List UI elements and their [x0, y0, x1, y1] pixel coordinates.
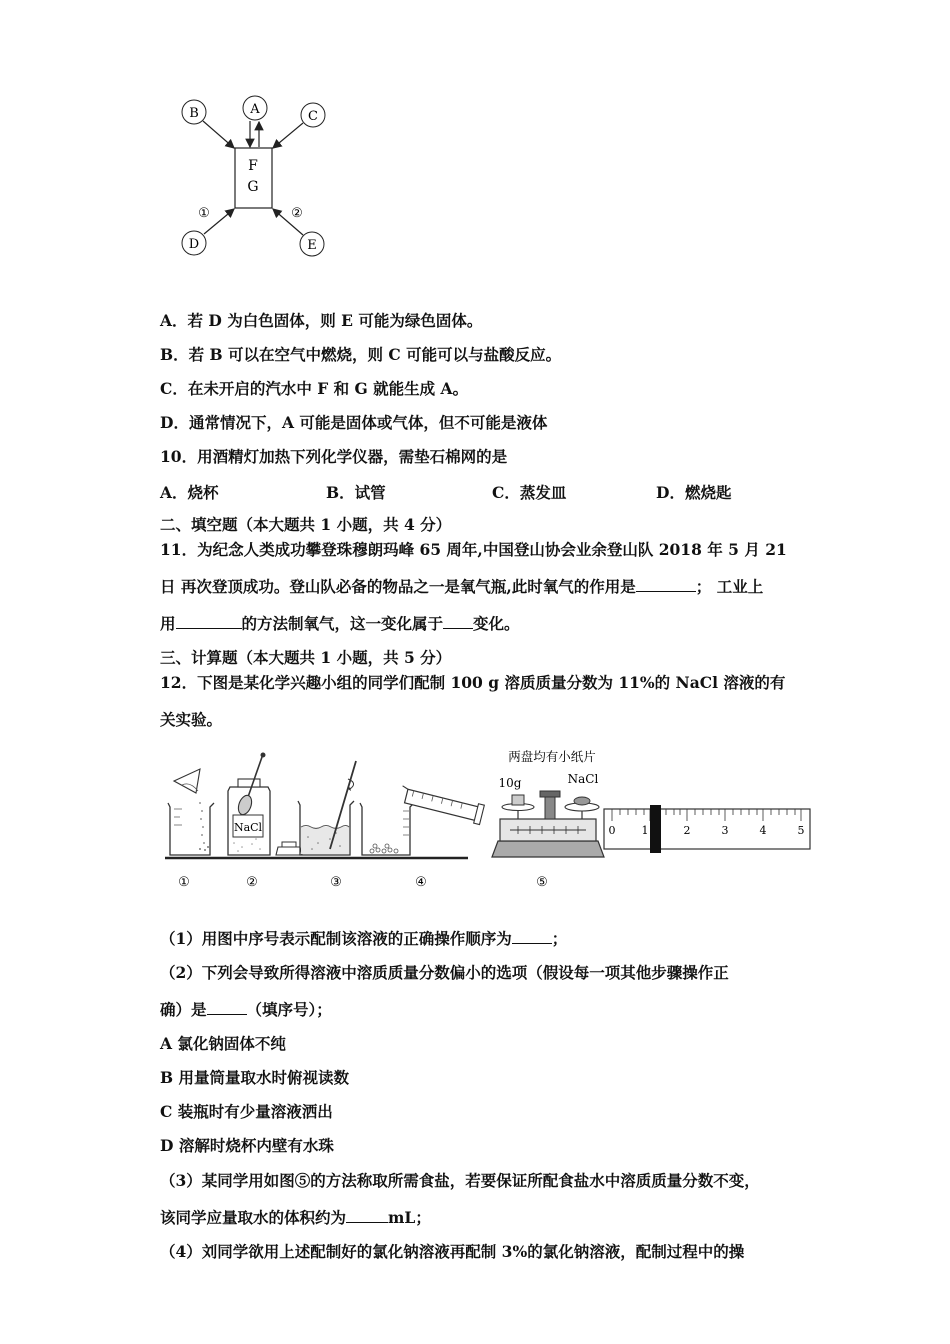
q12-sub-2-tail: （填序号）； [246, 1000, 332, 1019]
q12-sub-3-tail: mL； [388, 1208, 431, 1227]
ruler-tick-5: 5 [797, 824, 805, 837]
node-d [182, 231, 206, 255]
q12-choice-a: A 氯化钠固体不纯 [160, 1034, 286, 1053]
box-g-label: G [247, 179, 259, 195]
step-2-reagent-bottle [228, 753, 302, 856]
ruler-tick-2: 2 [683, 824, 691, 837]
node-e [300, 232, 324, 256]
q12-sub-3-start: 该同学应量取水的体积约为 [160, 1208, 347, 1227]
bottle-label: NaCl [233, 821, 263, 834]
ruler-tick-1: 1 [641, 824, 649, 837]
relation-diagram [170, 88, 340, 268]
figure-caption: 两盘均有小纸片 [508, 749, 596, 764]
q10-stem: 10．用酒精灯加热下列化学仪器，需垫石棉网的是 [160, 447, 508, 466]
q12-sub-3-line-2 [160, 1208, 431, 1228]
q12-stem-line-2: 关实验。 [160, 710, 223, 729]
q12-sub-2-line-1: （2）下列会导致所得溶液中溶质质量分数偏小的选项（假设每一项其他步骤操作正 [160, 963, 729, 982]
ruler-tick-4: 4 [759, 824, 767, 837]
step-4-beaker-cylinder [360, 785, 484, 855]
q12-choice-d: D 溶解时烧杯内壁有水珠 [160, 1136, 334, 1155]
step-label-3: ③ [330, 875, 342, 890]
svg-text:D: D [188, 237, 200, 252]
q11-line-2-tail: ； 工业上 [695, 577, 764, 596]
svg-text:C: C [308, 109, 318, 124]
ruler-tick-0: 0 [608, 824, 616, 837]
q9-option-b: B．若 B 可以在空气中燃烧，则 C 可能可以与盐酸反应。 [160, 345, 562, 364]
q12-sub-1-text: （1）用图中序号表示配制该溶液的正确操作顺序为 [160, 929, 512, 948]
box-f-label: F [248, 158, 258, 174]
q12-sub-1 [160, 929, 567, 949]
q12-choice-c: C 装瓶时有少量溶液洒出 [160, 1102, 333, 1121]
q11-line-3-start: 用 [160, 614, 176, 633]
arrow-label-1: ① [198, 206, 210, 221]
nacl-pan-label: NaCl [567, 772, 599, 786]
node-a [243, 96, 267, 120]
step-1-beaker [168, 769, 214, 855]
q10-option-c: C．蒸发皿 [492, 483, 567, 502]
step-label-5: ⑤ [536, 875, 548, 890]
node-b [182, 100, 206, 124]
experiment-figure [160, 745, 815, 895]
q12-sub-2-start: 确）是 [160, 1000, 207, 1019]
step-label-1: ① [178, 875, 190, 890]
step-3-beaker-stirring [298, 761, 356, 855]
q11-blank-3[interactable] [443, 614, 473, 629]
section-3-title: 三、计算题（本大题共 1 小题，共 5 分） [160, 648, 452, 667]
q11-line-2-text: 日 再次登顶成功。登山队必备的物品之一是氧气瓶,此时氧气的作用是 [160, 577, 636, 596]
q12-sub-2-line-2 [160, 1000, 332, 1020]
q10-option-b: B．试管 [326, 483, 386, 502]
arrow-c-to-box [273, 123, 303, 148]
weight-label: 10g [498, 776, 522, 790]
q11-line-3-mid: 的方法制氧气，这一变化属于 [241, 614, 444, 633]
q12-sub-4: （4）刘同学欲用上述配制好的氯化钠溶液再配制 3%的氯化钠溶液，配制过程中的操 [160, 1242, 745, 1261]
q11-line-3-end: 变化。 [473, 614, 520, 633]
q11-blank-2[interactable] [176, 614, 242, 629]
step-5-balance [492, 749, 810, 857]
q10-option-a: A．烧杯 [160, 483, 219, 502]
q11-line-2 [160, 577, 763, 597]
q9-option-c: C．在未开启的汽水中 F 和 G 就能生成 A。 [160, 379, 469, 398]
q12-sub-3-line-1: （3）某同学用如图⑤的方法称取所需食盐，若要保证所配食盐水中溶质质量分数不变， [160, 1171, 760, 1190]
svg-text:B: B [189, 106, 199, 121]
q11-line-1: 11．为纪念人类成功攀登珠穆朗玛峰 65 周年,中国登山协会业余登山队 2018 年 5 月 21 [160, 540, 787, 559]
arrow-b-to-box [203, 121, 234, 148]
q12-blank-choice[interactable] [207, 1000, 247, 1015]
step-label-4: ④ [415, 875, 427, 890]
q12-blank-volume[interactable] [346, 1208, 388, 1223]
section-2-title: 二、填空题（本大题共 1 小题，共 4 分） [160, 515, 452, 534]
q12-blank-order[interactable] [512, 929, 552, 944]
q12-choice-b: B 用量筒量取水时俯视读数 [160, 1068, 349, 1087]
svg-text:E: E [307, 238, 317, 253]
q10-option-d: D．燃烧匙 [656, 483, 732, 502]
ruler-rider [650, 805, 661, 853]
step-label-2: ② [246, 875, 258, 890]
svg-text:A: A [250, 102, 260, 117]
q9-option-a: A．若 D 为白色固体，则 E 可能为绿色固体。 [160, 311, 483, 330]
fg-box [235, 148, 272, 208]
q11-blank-1[interactable] [636, 577, 696, 592]
arrow-label-2: ② [291, 206, 303, 221]
q12-sub-1-tail: ； [551, 929, 568, 948]
q9-option-d: D．通常情况下，A 可能是固体或气体，但不可能是液体 [160, 413, 548, 432]
ruler-tick-3: 3 [721, 824, 729, 837]
q11-line-3 [160, 614, 520, 634]
q12-stem-line-1: 12．下图是某化学兴趣小组的同学们配制 100 g 溶质质量分数为 11%的 NaCl 溶液的有 [160, 673, 786, 692]
node-c [301, 103, 325, 127]
